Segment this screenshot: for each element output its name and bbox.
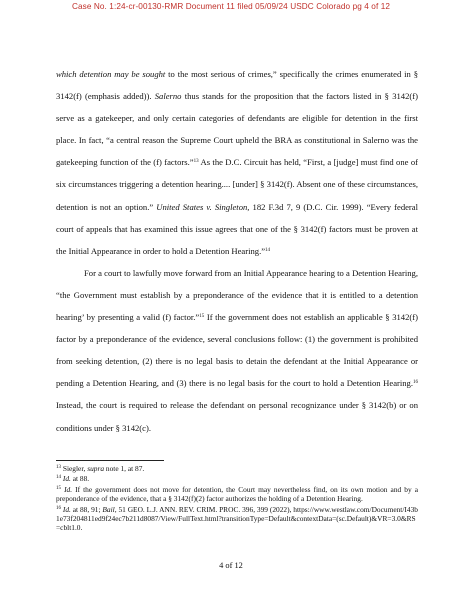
text-italic: Id. xyxy=(62,504,71,514)
footnote-ref[interactable]: 16 xyxy=(413,380,418,386)
footnote-13 xyxy=(56,464,418,473)
text-italic: Id. xyxy=(62,474,71,484)
text-run: Instead, the court is required to release the defendant on personal recognizance under § 3142(b) or on conditions under § 3142(c). xyxy=(56,400,418,433)
text-run: If the government does not move for detention, the Court may nevertheless find, on its own motion and by a preponderance of the evidence, that a § 3142(f)(2) factor authorizes the holding of a Detention Hearing. xyxy=(56,484,418,504)
case-name-italic: Salerno xyxy=(154,91,182,102)
footnote-ref[interactable]: 14 xyxy=(265,247,271,253)
footnote-number: 15 xyxy=(56,485,61,491)
footnote-number: 13 xyxy=(56,465,61,470)
text-run: at 88. xyxy=(70,474,90,484)
text-run: to the most serious of crimes,” specifically the crimes enumerated in § 3142(f) (emphasis added)). xyxy=(56,69,418,102)
footnotes xyxy=(56,464,418,534)
footnote-divider xyxy=(56,460,164,461)
westlaw-link[interactable]: https://www.westlaw.com/Document/I43b1e73f204811ed9f24ec7b211d8087/View/FullText.html?transitionType=Default&contextData=(sc.Default)&VR=3.0&RS=cblt1.0. xyxy=(56,504,418,533)
text-italic: which detention may be sought xyxy=(56,69,166,79)
case-citation-italic: United States v. Singleton, xyxy=(156,201,250,212)
footnote-number: 14 xyxy=(56,475,61,481)
source-title-italic: Bail, xyxy=(102,504,117,514)
text-run: note 1, at 87. xyxy=(104,464,145,473)
case-header: Case No. 1:24-cr-00130-RMR Document 11 filed 05/09/24 USDC Colorado pg 4 of 12 xyxy=(71,2,391,11)
page-number: 4 of 12 xyxy=(219,561,243,570)
text-run: For a court to lawfully move forward from an Initial Appearance hearing to a Detention Hearing, “the Government must establish by a preponderance of the evidence that it is entitled to a detention hearing’ by presenting a valid (f) factor.” xyxy=(56,267,418,323)
text-run: 182 F.3d 7, 9 (D.C. Cir. 1999). “Every federal court of appeals that has examined this issue agrees that one of the § 3142(f) factors must be proven at the Initial Appearance in order to hold a Detention Hearing.” xyxy=(56,201,418,256)
footnote-16 xyxy=(56,505,418,533)
text-run: If the government does not establish an applicable § 3142(f) factor by a preponderance of the evidence, several conclusions follow: (1) the government is prohibited from seeking detention, (2) there is no legal basis to detain the defendant at the Initial Appearance or pending a Detention Hearing, and (3) there is no legal basis for the court to hold a Detention Hearing. xyxy=(56,312,418,389)
text-run: As the D.C. Circuit has held, “First, a [judge] must find one of six circumstances triggering a detention hearing.... [under] § 3142(f). Absent one of these circumstances, detention is not an option.” xyxy=(56,157,418,212)
footnote-ref[interactable]: 15 xyxy=(199,314,205,320)
footnote-15 xyxy=(56,485,418,504)
text-italic: supra xyxy=(87,464,105,473)
body-text xyxy=(56,63,418,439)
text-run: thus stands for the proposition that the factors listed in § 3142(f) serve as a gatekeeper, and only certain categories of defendants are eligible for detention in the first place. In fact, “a central reason the Supreme Court upheld the BRA as constitutional in Salerno was the gatekeeping function of the (f) factors.” xyxy=(56,91,418,168)
footnote-14 xyxy=(56,474,418,483)
text-run: Siegler, xyxy=(61,464,88,473)
text-run: 51 GEO. L.J. ANN. REV. CRIM. PROC. 396, 399 (2022), xyxy=(116,504,294,514)
paragraph-2 xyxy=(56,262,418,439)
text-run: at 88, 91; xyxy=(70,504,103,514)
text-italic: Id. xyxy=(64,484,73,494)
footnote-number: 16 xyxy=(56,505,61,511)
footnote-ref[interactable]: 13 xyxy=(193,159,199,165)
paragraph-1 xyxy=(56,63,418,262)
